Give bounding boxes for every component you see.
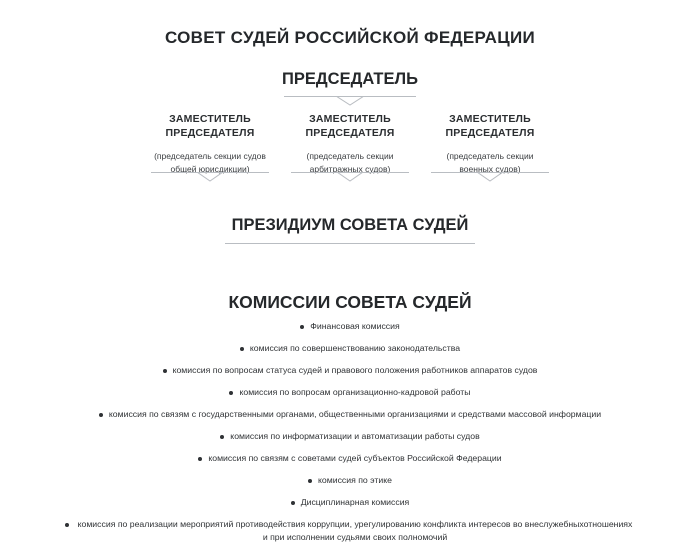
deputies-row — [150, 112, 550, 175]
commission-label: Финансовая комиссия — [310, 321, 400, 331]
deputy-subtitle: (председатель секции арбитражных судов) — [306, 151, 394, 174]
commission-label: комиссия по этике — [318, 475, 392, 486]
deputy-block-3 — [430, 112, 550, 175]
commission-label: комиссия по совершенствованию законодательства — [249, 343, 461, 354]
commissions-title: КОМИССИИ СОВЕТА СУДЕЙ — [228, 292, 472, 312]
deputy-subtitle: (председатель секции военных судов) — [446, 151, 534, 174]
commission-label: Дисциплинарная комиссия — [300, 497, 410, 508]
deputy-title: ЗАМЕСТИТЕЛЬ ПРЕДСЕДАТЕЛЯ — [445, 113, 535, 140]
bullet-icon — [291, 501, 295, 505]
presidium-divider — [225, 243, 475, 244]
list-item — [0, 386, 700, 399]
list-item — [0, 474, 700, 487]
bullet-icon — [99, 413, 103, 417]
deputy-subtitle: (председатель секции судов общей юрисдикции) — [154, 151, 266, 174]
deputy-block-2 — [290, 112, 410, 175]
deputy-block-1 — [150, 112, 270, 175]
presidium-title: ПРЕЗИДИУМ СОВЕТА СУДЕЙ — [231, 216, 469, 234]
commission-label: комиссия по вопросам организационно-кадровой работы — [239, 387, 471, 398]
chevron-down-icon — [197, 172, 223, 182]
bullet-icon — [308, 479, 312, 483]
deputy-title: ЗАМЕСТИТЕЛЬ ПРЕДСЕДАТЕЛЯ — [305, 113, 395, 140]
list-item — [0, 342, 700, 355]
chevron-down-icon — [336, 96, 364, 106]
chairman-title: ПРЕДСЕДАТЕЛЬ — [282, 70, 418, 88]
list-item — [0, 408, 700, 421]
chevron-down-icon — [337, 172, 363, 182]
chevron-down-icon — [477, 172, 503, 182]
commission-label: комиссия по связям с государственными органами, общественными организациями и средствами массовой информации — [108, 409, 602, 420]
bullet-icon — [198, 457, 202, 461]
bullet-icon — [229, 391, 233, 395]
bullet-icon — [300, 325, 304, 329]
list-item — [0, 320, 700, 333]
bullet-icon — [65, 523, 69, 527]
bullet-icon — [220, 435, 224, 439]
list-item — [0, 452, 700, 465]
list-item — [0, 496, 700, 509]
commission-label: комиссия по реализации мероприятий противодействия коррупции, урегулированию конфликта интересов во внеслужебныхотношениях и при исполнении судьями своих полномочий — [77, 519, 633, 543]
list-item — [0, 430, 700, 443]
bullet-icon — [163, 369, 167, 373]
deputy-title: ЗАМЕСТИТЕЛЬ ПРЕДСЕДАТЕЛЯ — [165, 113, 255, 140]
commissions-list — [0, 320, 700, 554]
page-title: СОВЕТ СУДЕЙ РОССИЙСКОЙ ФЕДЕРАЦИИ — [165, 28, 535, 47]
list-item — [0, 518, 700, 544]
commission-label: комиссия по вопросам статуса судей и правового положения работников аппаратов судов — [172, 365, 538, 376]
commission-label: комиссия по связям с советами судей субъектов Российской Федерации — [208, 453, 502, 464]
list-item — [0, 364, 700, 377]
bullet-icon — [240, 347, 244, 351]
commission-label: комиссия по информатизации и автоматизации работы судов — [230, 431, 480, 442]
